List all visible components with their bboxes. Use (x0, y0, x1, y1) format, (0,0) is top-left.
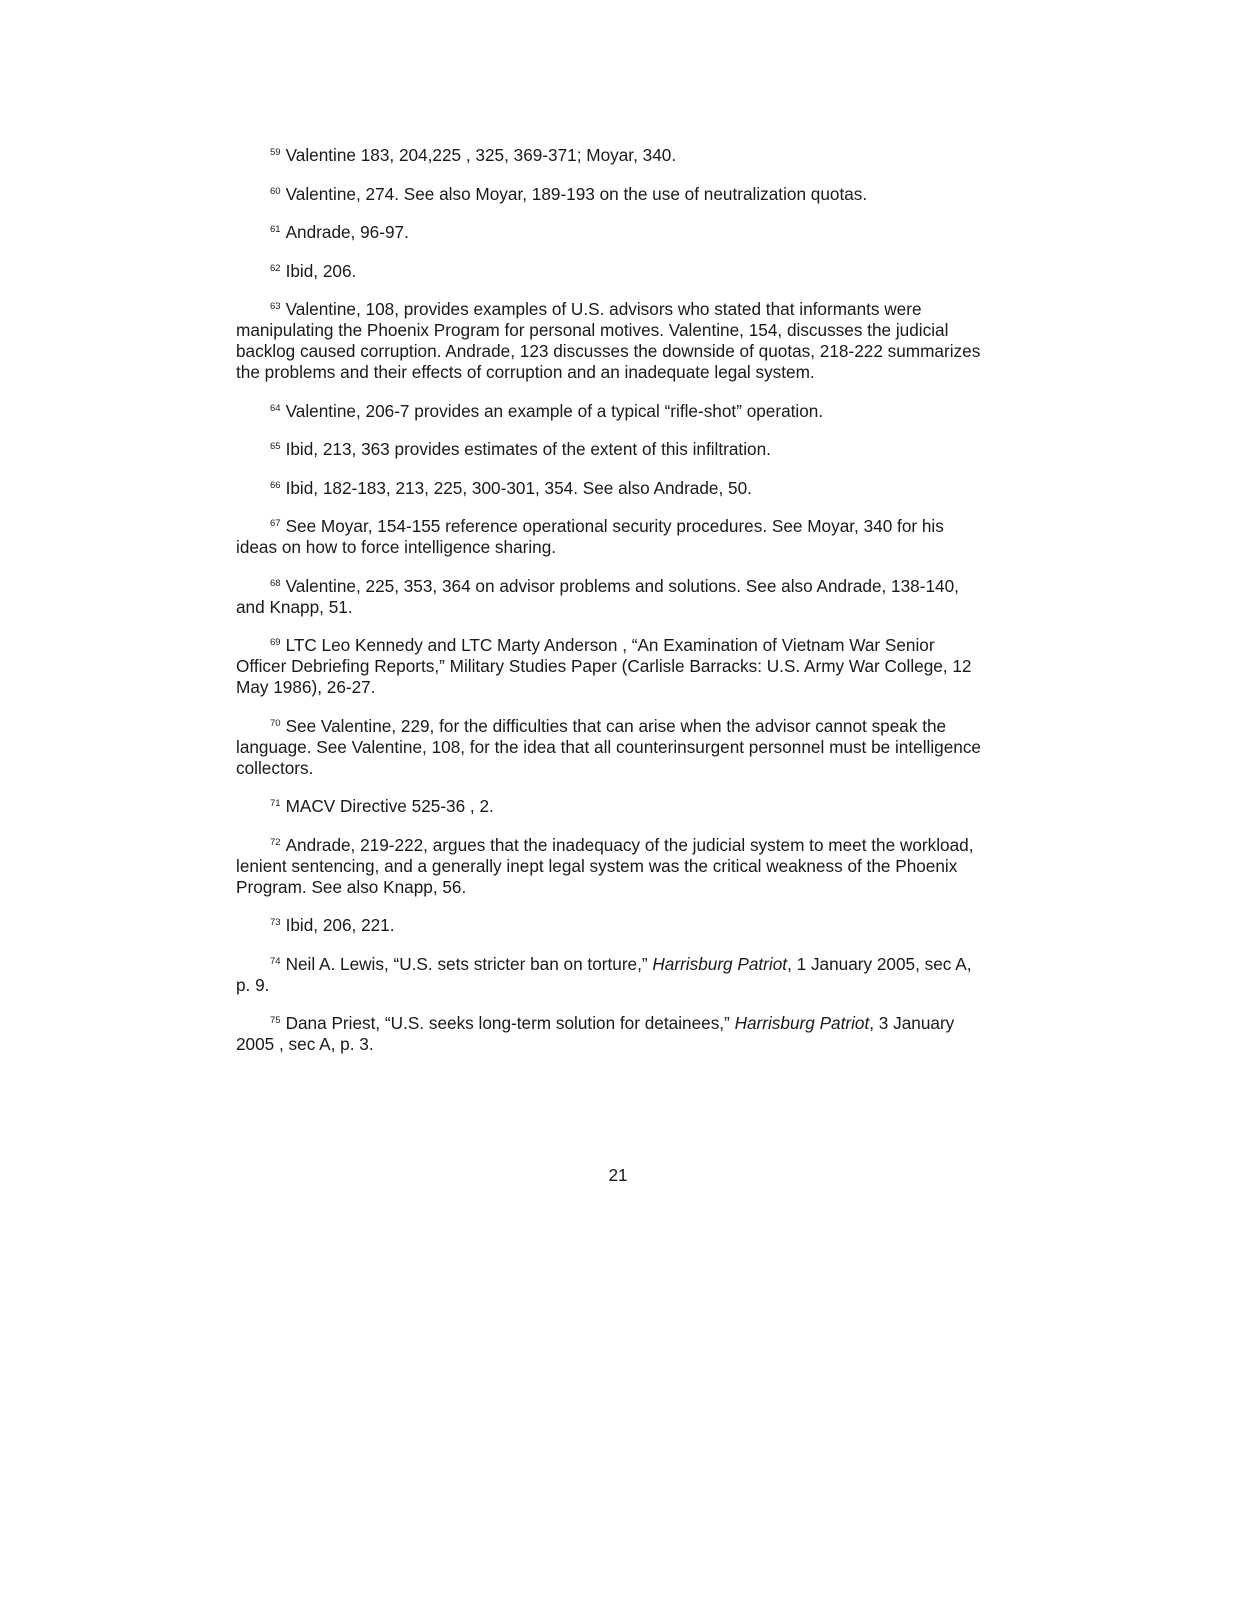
footnote-text: LTC Leo Kennedy and LTC Marty Anderson , “An Examination of Vietnam War Senior Officer Debriefing Reports,” Military Studies Paper (Carlisle Barracks: U.S. Army War College, 12 May 1986), 26-27. (236, 635, 972, 697)
footnote-number: 75 (270, 1015, 281, 1026)
footnotes-list (236, 145, 988, 1073)
footnote-59 (236, 145, 988, 166)
footnote-70 (236, 716, 988, 779)
footnote-72 (236, 835, 988, 898)
footnote-text: See Valentine, 229, for the difficulties that can arise when the advisor cannot speak the language. See Valentine, 108, for the idea that all counterinsurgent personnel must be intelligence collectors. (236, 715, 981, 778)
footnote-text: Dana Priest, “U.S. seeks long-term solution for detainees,” (285, 1013, 735, 1033)
footnote-number: 68 (270, 577, 281, 589)
footnote-75 (236, 1013, 988, 1055)
footnote-64 (236, 401, 988, 422)
footnote-73 (236, 915, 988, 936)
footnote-67 (236, 516, 988, 558)
footnote-71 (236, 796, 988, 817)
footnote-number: 65 (270, 441, 281, 452)
footnote-74 (236, 954, 988, 996)
footnote-number: 71 (270, 798, 281, 809)
footnote-text: Ibid, 213, 363 provides estimates of the extent of this infiltration. (285, 439, 771, 459)
footnote-60 (236, 184, 988, 205)
footnote-text: Neil A. Lewis, “U.S. sets stricter ban on torture,” (285, 953, 653, 974)
footnote-text: Ibid, 206. (285, 260, 357, 281)
page-number: 21 (608, 1165, 628, 1185)
footnote-number: 60 (270, 185, 281, 197)
footnote-number: 59 (270, 147, 281, 158)
footnote-61 (236, 222, 988, 243)
footnote-number: 70 (270, 717, 281, 729)
footnote-text: Valentine 183, 204,225 , 325, 369-371; Moyar, 340. (285, 145, 677, 165)
footnote-text: , 3 January 2005 , sec A, p. 3. (236, 1013, 955, 1054)
footnote-65 (236, 439, 988, 460)
footnote-number: 67 (270, 518, 281, 529)
footnote-text: Andrade, 96-97. (285, 222, 409, 242)
footnote-number: 62 (270, 262, 281, 274)
footnote-text: Valentine, 274. See also Moyar, 189-193 on the use of neutralization quotas. (285, 183, 868, 204)
footnote-source-title: Harrisburg Patriot (734, 1013, 870, 1033)
footnote-text: Ibid, 182-183, 213, 225, 300-301, 354. See also Andrade, 50. (285, 477, 752, 498)
footnote-number: 66 (270, 479, 281, 491)
footnote-62 (236, 261, 988, 282)
footnote-text: Ibid, 206, 221. (285, 915, 395, 935)
footnote-text: Valentine, 206-7 provides an example of a typical “rifle-shot” operation. (285, 400, 824, 421)
footnote-number: 63 (270, 301, 281, 312)
footnote-69 (236, 635, 988, 698)
footnote-text: MACV Directive 525-36 , 2. (285, 796, 494, 816)
footnote-number: 74 (270, 955, 281, 967)
footnote-68 (236, 576, 988, 618)
footnote-text: See Moyar, 154-155 reference operational security procedures. See Moyar, 340 for his ideas on how to force intelligence sharing. (236, 516, 944, 557)
footnote-number: 61 (270, 224, 281, 235)
footnote-number: 72 (270, 836, 281, 848)
footnote-source-title: Harrisburg Patriot (652, 953, 788, 974)
footnote-text: Valentine, 225, 353, 364 on advisor problems and solutions. See also Andrade, 138-140, and Knapp, 51. (236, 575, 959, 617)
footnote-text: , 1 January 2005, sec A, p. 9. (236, 953, 972, 995)
footnote-text: Andrade, 219-222, argues that the inadequacy of the judicial system to meet the workload, lenient sentencing, and a generally inept legal system was the critical weakness of the Phoenix Program. See also Knapp, 56. (236, 834, 974, 897)
footnote-66 (236, 478, 988, 499)
footnote-text: Valentine, 108, provides examples of U.S. advisors who stated that informants were manipulating the Phoenix Program for personal motives. Valentine, 154, discusses the judicial backlog caused corruption. Andrade, 123 discusses the downside of quotas, 218-222 summarizes the problems and their effects of corruption and an inadequate legal system. (236, 299, 981, 382)
footnote-63 (236, 299, 988, 383)
footnote-number: 73 (270, 917, 281, 928)
footnote-number: 69 (270, 637, 281, 648)
footnote-number: 64 (270, 402, 281, 414)
